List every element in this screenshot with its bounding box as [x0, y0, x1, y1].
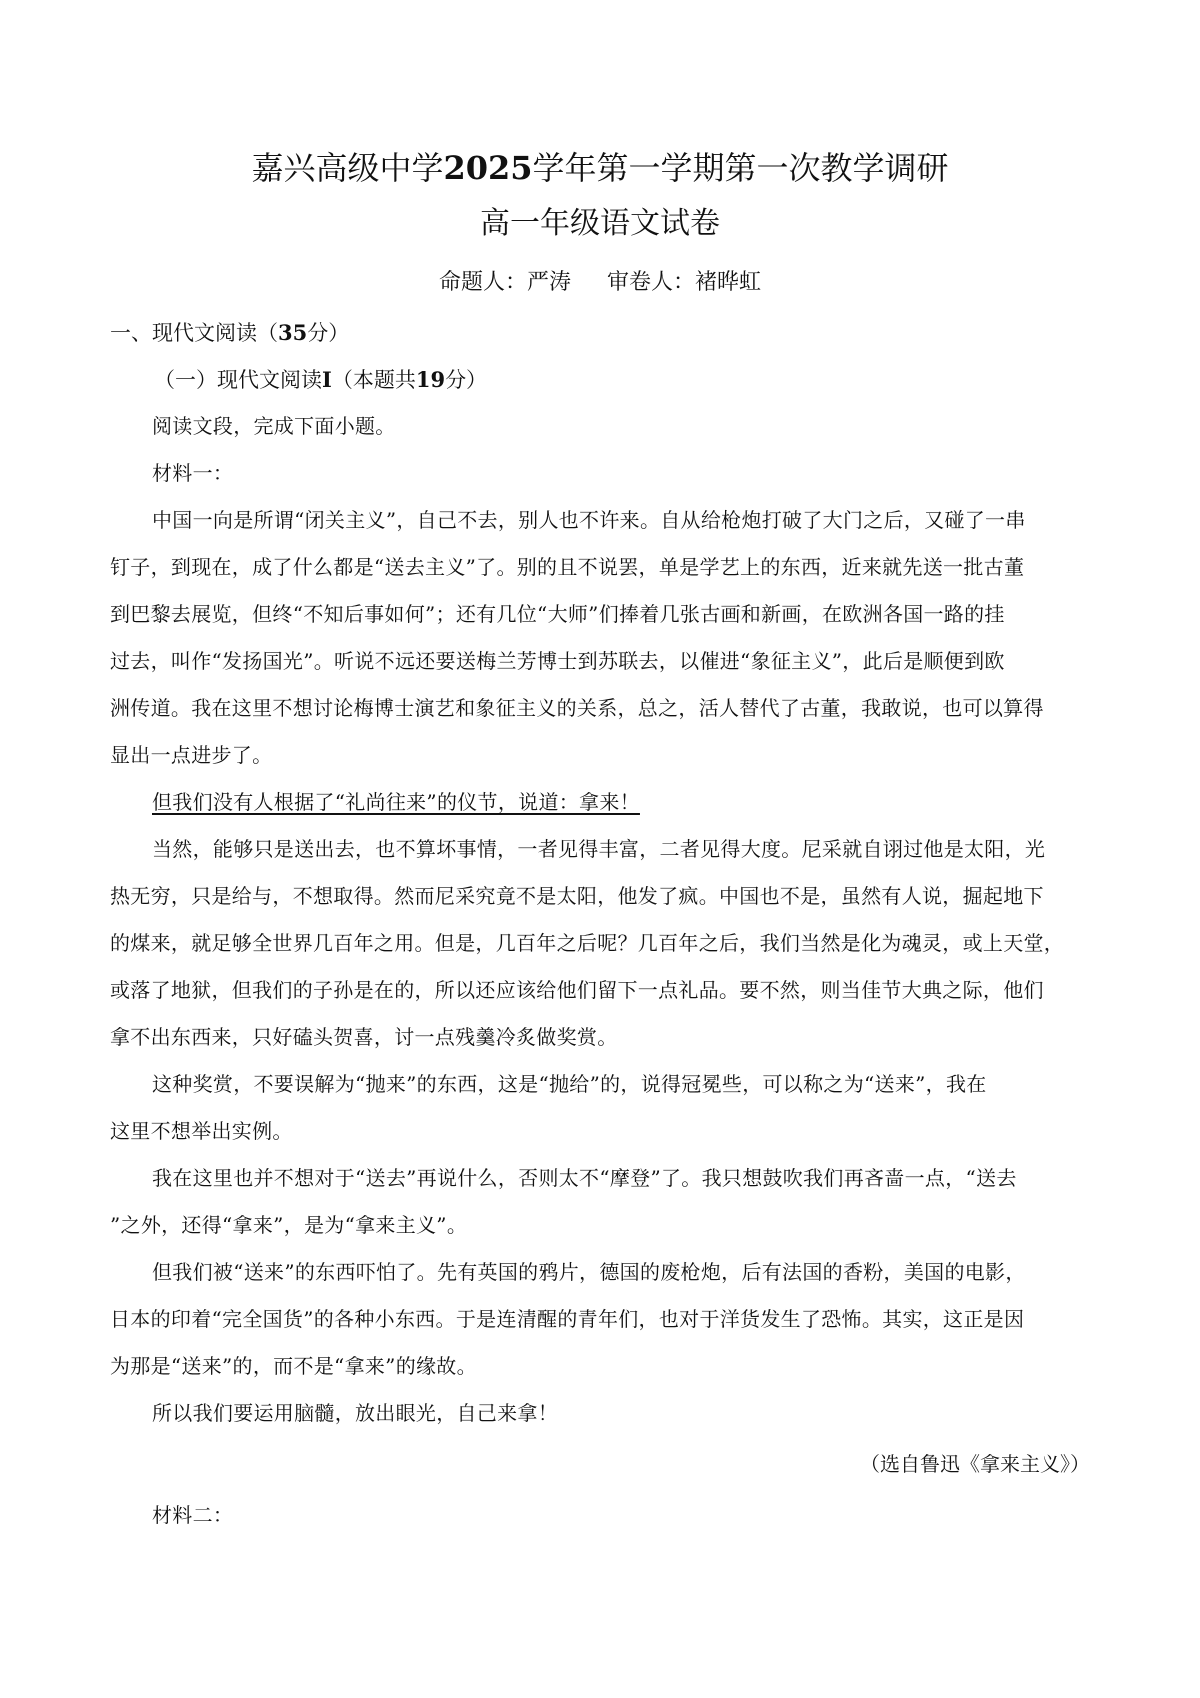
title-part2: 学年第一学期第一次教学调研: [532, 149, 949, 187]
title-part1: 嘉兴高级中学: [251, 149, 444, 187]
author-label: 命题人：严涛: [438, 270, 571, 295]
passage-line: 但我们被“送来”的东西吓怕了。先有英国的鸦片，德国的废枪炮，后有法国的香粉，美国的电影，: [152, 1260, 1026, 1284]
exam-subtitle: 高一年级语文试卷: [480, 206, 720, 241]
reviewer-label: 审卷人：褚晔虹: [607, 270, 762, 295]
passage-line: 拿不出东西来，只好磕头贺喜，讨一点残羹冷炙做奖赏。: [110, 1025, 618, 1049]
passage-line: 当然，能够只是送出去，也不算坏事情，一者见得丰富，二者见得大度。尼采就自诩过他是太阳，光: [152, 837, 1046, 861]
subsection-mid: （本题共: [331, 368, 416, 392]
passage-line: 为那是“送来”的，而不是“拿来”的缘故。: [110, 1354, 477, 1378]
subsection-suffix: 分）: [445, 368, 488, 392]
subsection-prefix: （一）现代文阅读: [154, 368, 322, 392]
section-suffix: 分）: [307, 321, 350, 345]
section-heading: [110, 318, 349, 348]
passage-line: 洲传道。我在这里不想讨论梅博士演艺和象征主义的关系，总之，活人替代了古董，我敢说，也可以算得: [110, 696, 1044, 720]
passage-line: 这里不想举出实例。: [110, 1119, 293, 1143]
material1-label: 材料一：: [152, 461, 234, 485]
exam-title: [0, 146, 1200, 190]
passage-line: 显出一点进步了。: [110, 743, 273, 767]
passage-line: 我在这里也并不想对于“送去”再说什么，否则太不“摩登”了。我只想鼓吹我们再吝啬一点，“送去: [152, 1166, 1017, 1190]
passage-line: 中国一向是所谓“闭关主义”，自己不去，别人也不许来。自从给枪炮打破了大门之后，又碰了一串: [152, 508, 1026, 532]
subsection-roman: I: [322, 367, 332, 392]
passage-line: ”之外，还得“拿来”，是为“拿来主义”。: [110, 1213, 468, 1237]
passage-line: 钉子，到现在，成了什么都是“送去主义”了。别的且不说罢，单是学艺上的东西，近来就先送一批古董: [110, 555, 1025, 579]
subsection-heading: [154, 365, 487, 395]
passage-line: 所以我们要运用脑髓，放出眼光，自己来拿！: [152, 1401, 558, 1425]
passage-line: 或落了地狱，但我们的子孙是在的，所以还应该给他们留下一点礼品。要不然，则当佳节大典之际，他们: [110, 978, 1044, 1002]
passage-line: 这种奖赏，不要误解为“抛来”的东西，这是“抛给”的，说得冠冕些，可以称之为“送来”，我在: [152, 1072, 987, 1096]
author-line: [0, 268, 1200, 298]
section-prefix: 一、现代文阅读（: [110, 321, 278, 345]
source-citation: （选自鲁迅《拿来主义》）: [860, 1452, 1090, 1476]
subsection-score: 19: [415, 367, 446, 392]
section-score: 35: [278, 320, 308, 345]
passage-line: 到巴黎去展览，但终“不知后事如何”；还有几位“大师”们捧着几张古画和新画，在欧洲各国一路的挂: [110, 602, 1005, 626]
passage-line: 的煤来，就足够全世界几百年之用。但是，几百年之后呢？几百年之后，我们当然是化为魂灵，或上天堂，: [110, 931, 1065, 955]
passage-line: 过去，叫作“发扬国光”。听说不远还要送梅兰芳博士到苏联去，以催进“象征主义”，此后是顺便到欧: [110, 649, 1005, 673]
title-year: 2025: [443, 149, 533, 187]
instruction-text: 阅读文段，完成下面小题。: [152, 414, 396, 438]
passage-line: 日本的印着“完全国货”的各种小东西。于是连清醒的青年们，也对于洋货发生了恐怖。其实，这正是因: [110, 1307, 1025, 1331]
passage-line: 热无穷，只是给与，不想取得。然而尼采究竟不是太阳，他发了疯。中国也不是，虽然有人说，掘起地下: [110, 884, 1044, 908]
material2-label: 材料二：: [152, 1503, 234, 1527]
underlined-sentence: 但我们没有人根据了“礼尚往来”的仪节，说道：拿来！: [152, 790, 640, 814]
